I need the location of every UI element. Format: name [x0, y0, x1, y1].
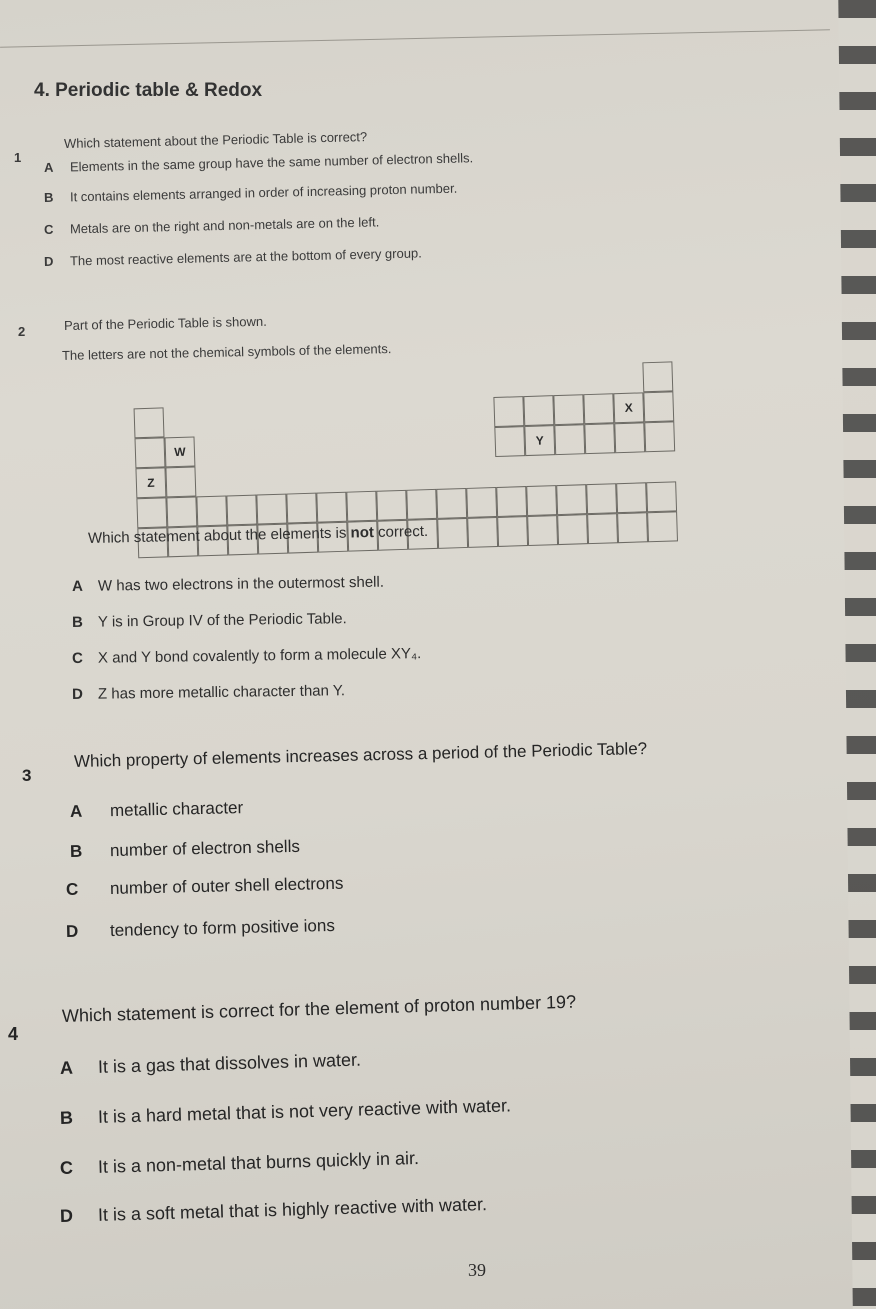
- q3-number: 3: [22, 766, 32, 785]
- pt-cell: [526, 485, 557, 516]
- q2-option-a: [72, 574, 384, 595]
- pt-cell: [523, 395, 554, 426]
- pt-cell: [256, 494, 287, 525]
- option-text: Y is in Group IV of the Periodic Table.: [97, 610, 347, 631]
- option-text: metallic character: [109, 798, 244, 821]
- option-letter: C: [65, 879, 79, 899]
- pt-cell: [557, 514, 588, 545]
- option-letter: D: [65, 921, 79, 941]
- pt-cell: [136, 497, 167, 528]
- pt-cell: [527, 515, 558, 546]
- option-text: W has two electrons in the outermost shell.: [97, 573, 385, 595]
- option-letter: B: [69, 841, 83, 861]
- pt-cell: [316, 492, 347, 523]
- pt-cell: [466, 487, 497, 518]
- pt-cell: [406, 489, 437, 520]
- q2-stem: Part of the Periodic Table is shown.: [63, 313, 267, 333]
- page-number: 39: [468, 1260, 486, 1280]
- option-letter: A: [69, 801, 83, 821]
- option-text: It is a non-metal that burns quickly in air.: [97, 1147, 420, 1177]
- pt-cell: [643, 391, 674, 422]
- pt-cell: [642, 361, 673, 392]
- q4-option-b: [60, 1095, 512, 1129]
- option-text: tendency to form positive ions: [109, 915, 336, 940]
- pt-cell: [166, 496, 197, 527]
- periodic-table-diagram: [97, 351, 702, 550]
- pt-cell: [647, 511, 678, 542]
- q3-option-b: [70, 837, 300, 862]
- option-letter: D: [43, 253, 54, 269]
- option-text: It is a soft metal that is highly reactive with water.: [97, 1194, 488, 1225]
- option-text: Elements in the same group have the same number of electron shells.: [69, 150, 474, 175]
- pt-cell: [226, 495, 257, 526]
- option-letter: B: [71, 613, 83, 631]
- option-text: X and Y bond covalently to form a molecule XY₄.: [97, 645, 422, 667]
- option-letter: C: [71, 649, 83, 667]
- q4-option-c: [60, 1148, 420, 1179]
- option-letter: A: [71, 577, 83, 595]
- option-text: It contains elements arranged in order of increasing proton number.: [69, 180, 458, 205]
- option-letter: A: [59, 1057, 74, 1078]
- pt-cell: [196, 495, 227, 526]
- label-y: Y: [535, 433, 544, 448]
- section-heading: 4. Periodic table & Redox: [34, 80, 263, 101]
- pt-cell: [134, 407, 165, 438]
- pt-cell: [376, 490, 407, 521]
- option-letter: C: [43, 221, 54, 237]
- pt-cell: [494, 426, 525, 457]
- label-w: W: [174, 444, 186, 460]
- pt-cell: [556, 484, 587, 515]
- q4-stem: Which statement is correct for the element of proton number 19?: [61, 991, 577, 1026]
- pt-cell: [467, 517, 498, 548]
- q4-option-a: [60, 1050, 362, 1079]
- q1-option-c: [44, 214, 380, 237]
- q2-question-end: correct.: [373, 522, 429, 542]
- option-text: Metals are on the right and non-metals are on the left.: [69, 214, 380, 237]
- pt-cell: [493, 396, 524, 427]
- q3-stem: Which property of elements increases across a period of the Periodic Table?: [73, 738, 648, 771]
- pt-cell: [617, 512, 648, 543]
- option-letter: D: [59, 1205, 74, 1226]
- option-letter: A: [43, 159, 54, 175]
- pt-cell: [135, 437, 166, 468]
- q2-number: 2: [18, 324, 26, 339]
- q3-option-a: [70, 798, 244, 822]
- option-text: The most reactive elements are at the bottom of every group.: [69, 245, 422, 269]
- pt-cell: [646, 481, 677, 512]
- pt-cell: [584, 423, 615, 454]
- page-edge-line: [0, 29, 830, 47]
- q2-option-c: [72, 645, 421, 667]
- option-letter: B: [59, 1107, 74, 1128]
- notebook-binding: [818, 0, 876, 1309]
- q3-option-c: [66, 874, 344, 900]
- option-letter: B: [43, 189, 54, 205]
- option-text: Z has more metallic character than Y.: [97, 682, 346, 703]
- q2-question-emphasis: not: [350, 524, 375, 542]
- q1-option-a: [44, 150, 473, 175]
- pt-cell: [436, 488, 467, 519]
- q2-note: The letters are not the chemical symbols of the elements.: [61, 341, 392, 363]
- q4-number: 4: [8, 1024, 19, 1044]
- option-letter: C: [59, 1157, 74, 1178]
- q1-option-d: [44, 245, 422, 269]
- pt-cell: [165, 466, 196, 497]
- option-text: It is a hard metal that is not very reactive with water.: [97, 1095, 512, 1127]
- pt-cell-y: [524, 425, 555, 456]
- option-text: It is a gas that dissolves in water.: [97, 1049, 362, 1077]
- pt-cell: [497, 516, 528, 547]
- q1-number: 1: [14, 150, 22, 165]
- pt-cell: [496, 486, 527, 517]
- label-z: Z: [147, 475, 155, 490]
- q1-option-b: [44, 181, 458, 205]
- pt-cell: [614, 422, 645, 453]
- pt-cell: [586, 483, 617, 514]
- pt-cell: [286, 493, 317, 524]
- q2-question-text: Which statement about the elements is: [87, 524, 351, 547]
- pt-cell: [437, 518, 468, 549]
- q1-stem: Which statement about the Periodic Table is correct?: [63, 129, 368, 151]
- pt-cell: [554, 424, 585, 455]
- pt-cell-x: [613, 392, 644, 423]
- q2-option-b: [72, 610, 347, 631]
- q3-option-d: [66, 916, 335, 942]
- option-text: number of electron shells: [109, 836, 301, 861]
- pt-cell-w: [164, 436, 195, 467]
- pt-cell: [346, 491, 377, 522]
- pt-cell: [644, 421, 675, 452]
- label-x: X: [624, 400, 634, 415]
- q4-option-d: [60, 1194, 488, 1227]
- pt-cell: [616, 482, 647, 513]
- pt-cell: [553, 394, 584, 425]
- option-letter: D: [71, 685, 83, 703]
- pt-cell-z: [135, 467, 166, 498]
- pt-cell: [587, 513, 618, 544]
- pt-cell: [583, 393, 614, 424]
- option-text: number of outer shell electrons: [109, 873, 344, 898]
- q2-option-d: [72, 682, 345, 703]
